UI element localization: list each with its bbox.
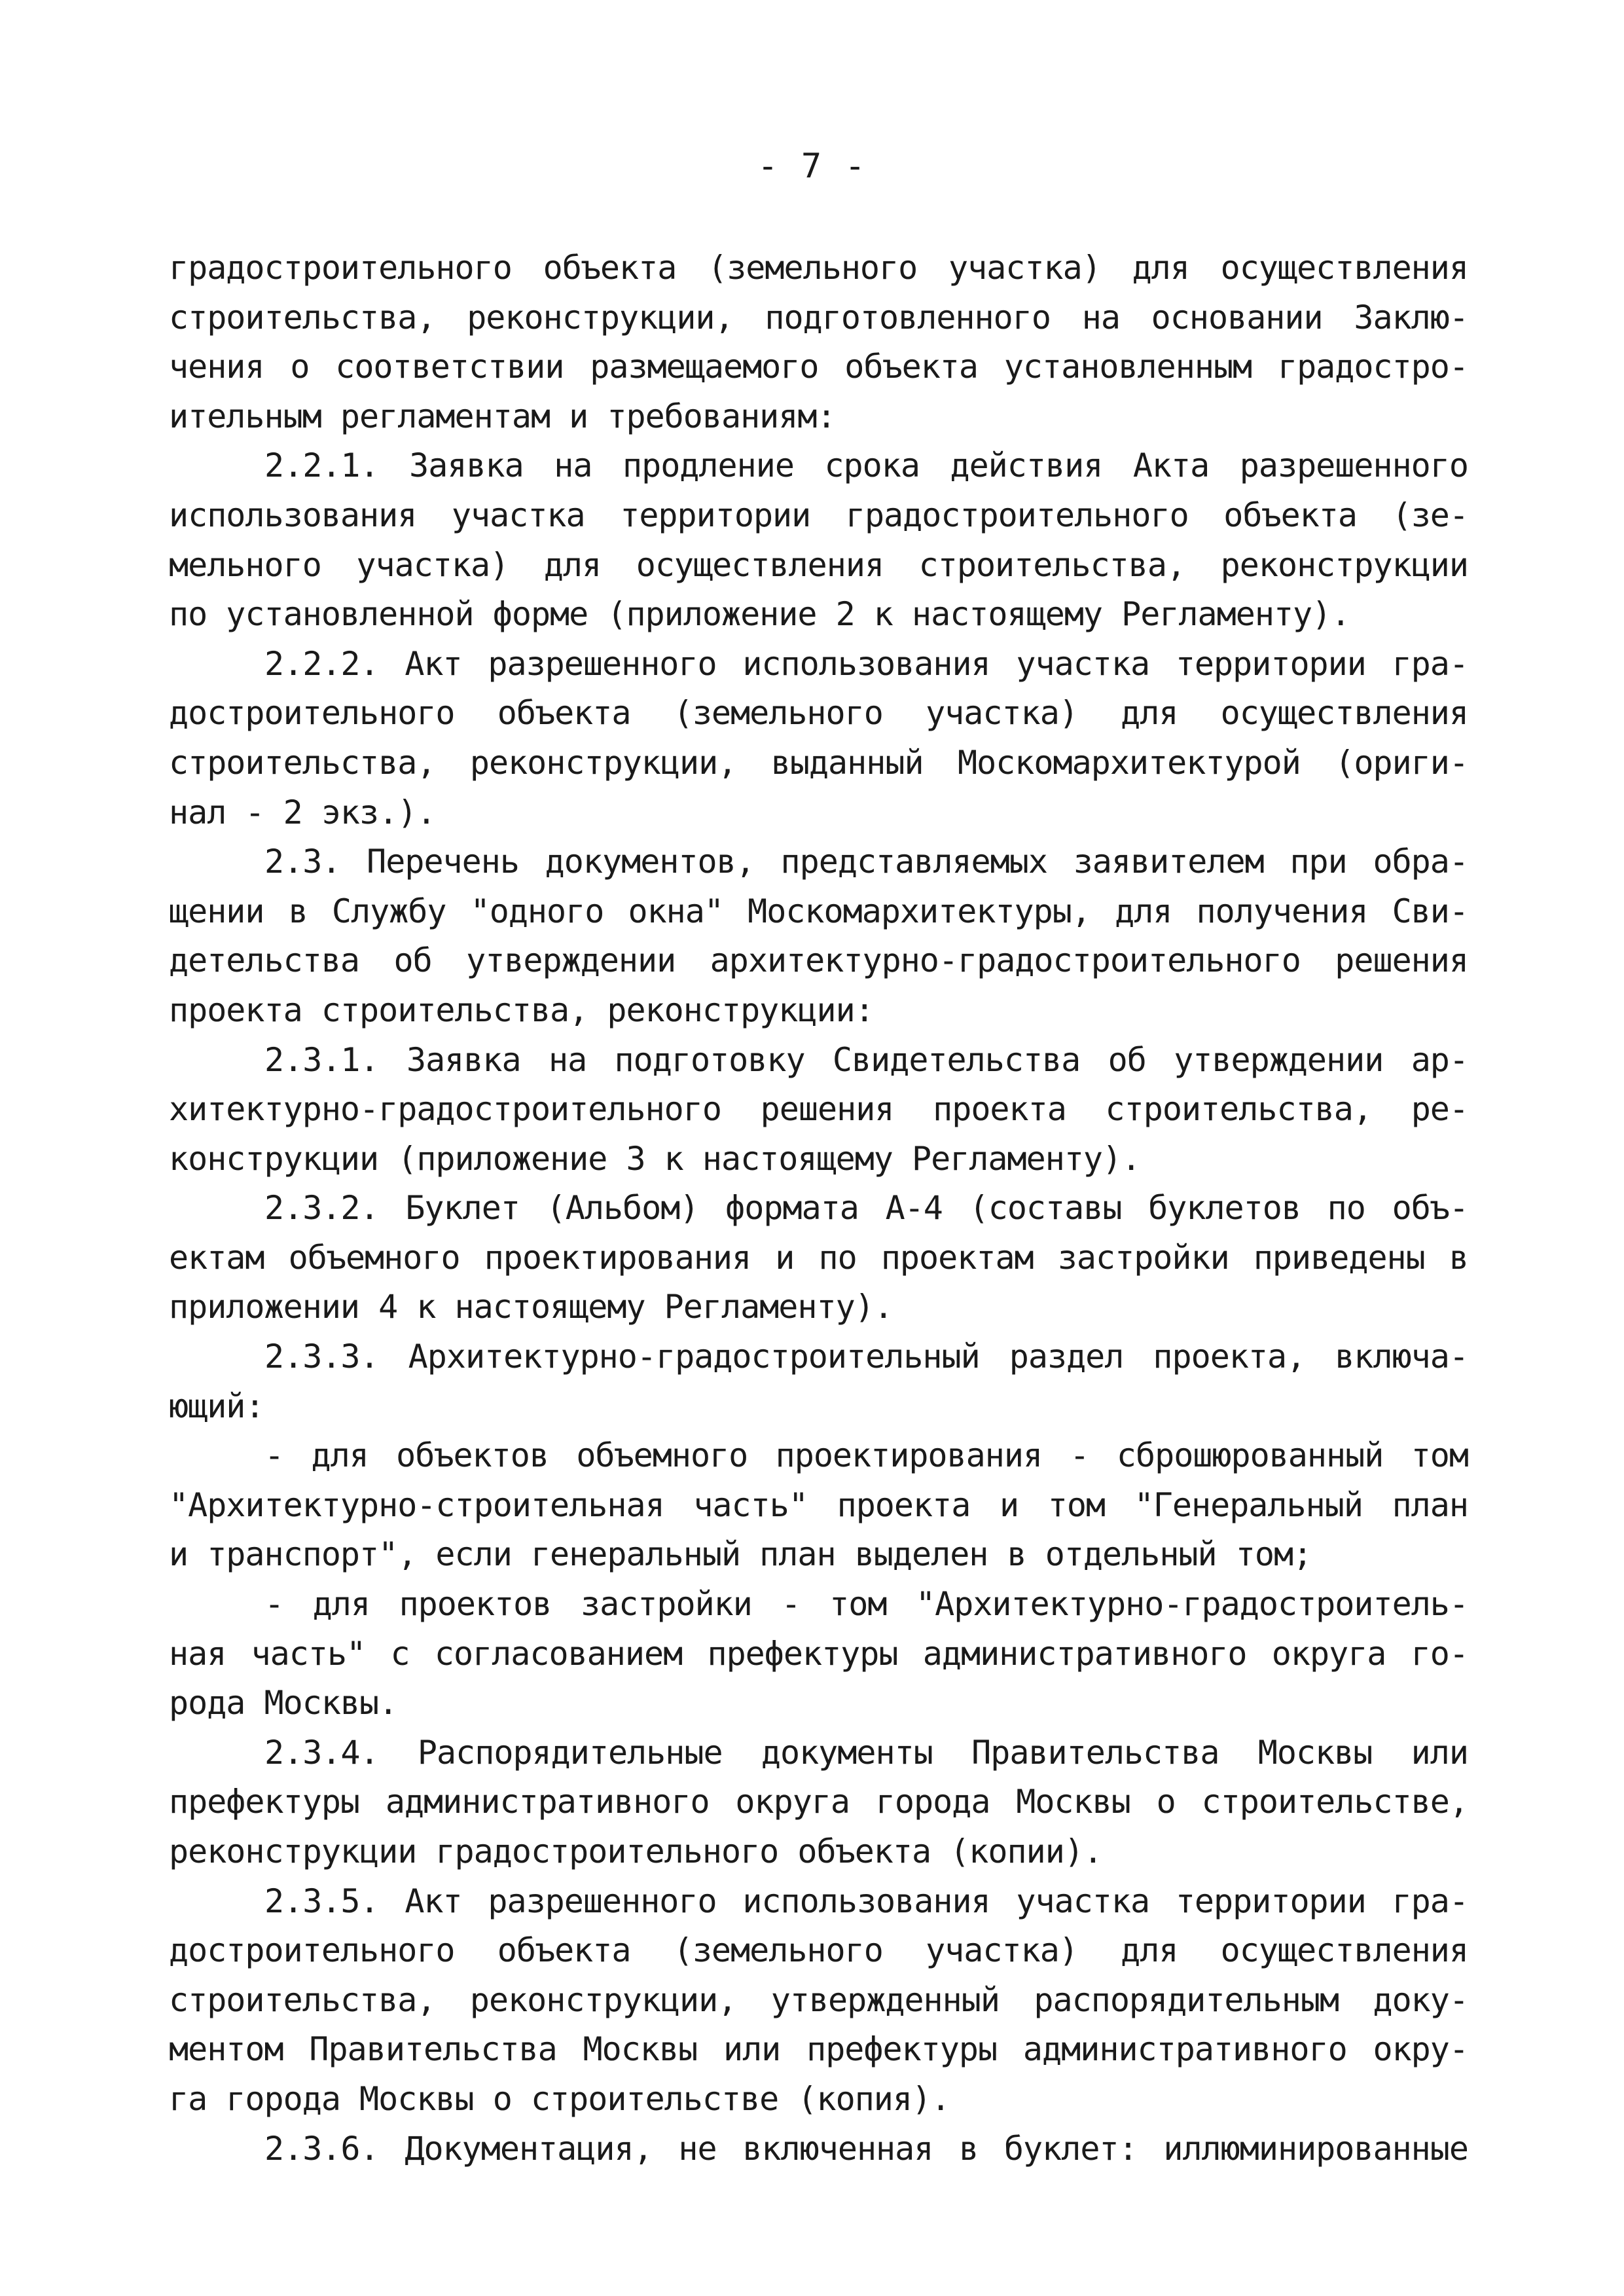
text-line: детельства об утверждении архитектурно-градостроительного решения xyxy=(169,941,1468,980)
text-line: нал - 2 экз.). xyxy=(169,793,436,831)
text-line: достроительного объекта (земельного участка) для осуществления xyxy=(169,1931,1468,1970)
text-line: ная часть" с согласованием префектуры административного округа го- xyxy=(169,1634,1468,1673)
text-line: чения о соответствии размещаемого объекта установленным градостро- xyxy=(169,348,1468,386)
text-line: 2.2.2. Акт разрешенного использования участка территории гра- xyxy=(264,644,1468,683)
text-line: строительства, реконструкции, выданный Москомархитектурой (ориги- xyxy=(169,743,1468,782)
text-line: проекта строительства, реконструкции: xyxy=(169,991,874,1029)
text-line: градостроительного объекта (земельного участка) для осуществления xyxy=(169,249,1468,287)
text-line: строительства, реконструкции, утвержденный распорядительным доку- xyxy=(169,1980,1468,2019)
body-text xyxy=(169,244,1468,2174)
text-line: ительным регламентам и требованиям: xyxy=(169,397,836,435)
text-line: ментом Правительства Москвы или префектуры административного окру- xyxy=(169,2030,1468,2069)
text-line: ющий: xyxy=(169,1387,264,1425)
text-line: - для проектов застройки - том "Архитектурно-градостроитель- xyxy=(264,1585,1468,1624)
text-line: рода Москвы. xyxy=(169,1684,398,1722)
text-line: конструкции (приложение 3 к настоящему Регламенту). xyxy=(169,1139,1141,1178)
text-line: приложении 4 к настоящему Регламенту). xyxy=(169,1288,893,1326)
text-line: 2.3.1. Заявка на подготовку Свидетельства об утверждении ар- xyxy=(264,1040,1468,1079)
text-line: 2.3. Перечень документов, представляемых заявителем при обра- xyxy=(264,843,1468,881)
text-line: достроительного объекта (земельного участка) для осуществления xyxy=(169,694,1468,733)
text-line: 2.3.5. Акт разрешенного использования участка территории гра- xyxy=(264,1882,1468,1920)
text-line: префектуры административного округа города Москвы о строительстве, xyxy=(169,1783,1468,1821)
text-line: ектам объемного проектирования и по проектам застройки приведены в xyxy=(169,1238,1468,1277)
text-line: 2.3.2. Буклет (Альбом) формата А-4 (составы буклетов по объ- xyxy=(264,1189,1468,1228)
text-line: 2.2.1. Заявка на продление срока действия Акта разрешенного xyxy=(264,446,1468,485)
text-line: по установленной форме (приложение 2 к настоящему Регламенту). xyxy=(169,595,1350,634)
text-line: реконструкции градостроительного объекта (копии). xyxy=(169,1832,1103,1870)
text-line: щении в Службу "одного окна" Москомархитектуры, для получения Сви- xyxy=(169,892,1468,930)
text-line: "Архитектурно-строительная часть" проекта и том "Генеральный план xyxy=(169,1485,1468,1524)
text-line: и транспорт", если генеральный план выделен в отдельный том; xyxy=(169,1535,1312,1574)
text-line: хитектурно-градостроительного решения проекта строительства, ре- xyxy=(169,1090,1468,1129)
text-line: га города Москвы о строительстве (копия). xyxy=(169,2079,950,2118)
text-line: - для объектов объемного проектирования - сброшюрованный том xyxy=(264,1436,1468,1475)
text-line: мельного участка) для осуществления строительства, реконструкции xyxy=(169,545,1468,584)
text-line: использования участка территории градостроительного объекта (зе- xyxy=(169,496,1468,534)
text-line: 2.3.3. Архитектурно-градостроительный раздел проекта, включа- xyxy=(264,1338,1468,1376)
page-number: - 7 - xyxy=(757,147,867,186)
text-line: 2.3.4. Распорядительные документы Правительства Москвы или xyxy=(264,1733,1468,1772)
text-line: строительства, реконструкции, подготовленного на основании Заклю- xyxy=(169,298,1468,337)
text-line: 2.3.6. Документация, не включенная в буклет: иллюминированные xyxy=(264,2129,1468,2168)
